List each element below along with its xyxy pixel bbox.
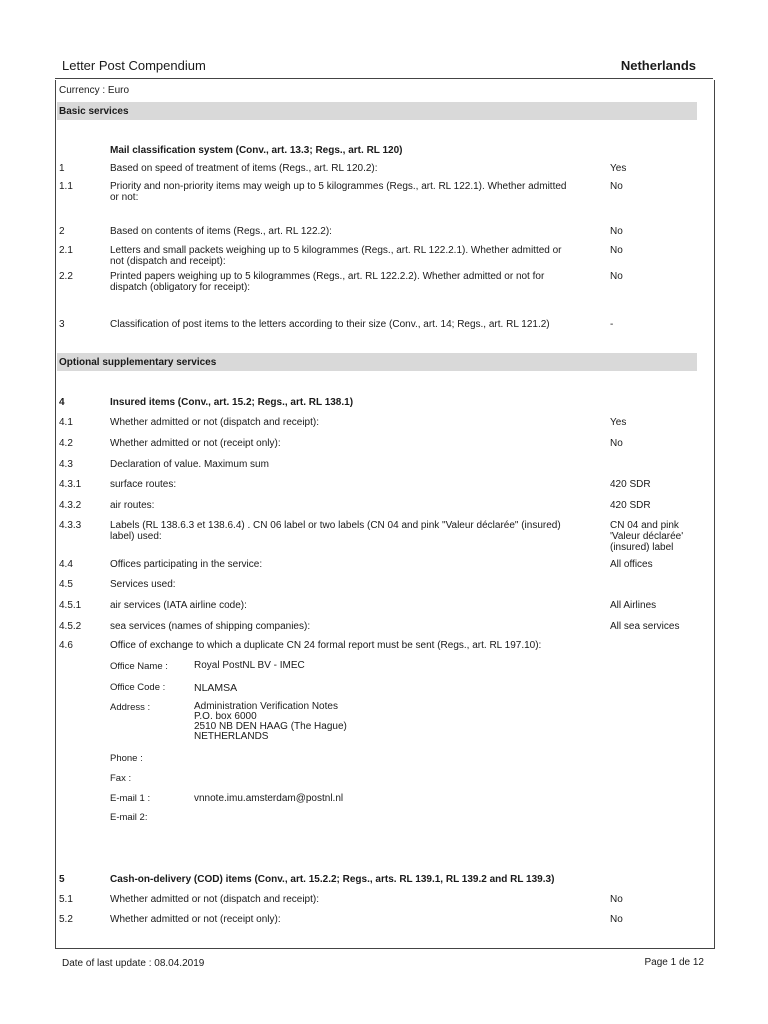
row-text: Letters and small packets weighing up to 5 kilogrammes (Regs., art. RL 122.2.1). Whether admitted or not (dispatch and receipt): (110, 245, 562, 267)
section-optional-services (57, 353, 697, 371)
row-text: Offices participating in the service: (110, 559, 263, 570)
row-text: surface routes: (110, 479, 177, 490)
row-value: Yes (610, 417, 627, 428)
row-text: Printed papers weighing up to 5 kilogrammes (Regs., art. RL 122.2.2). Whether admitted or not for dispatch (obligatory for receipt): (110, 271, 545, 293)
row-number: 4.4 (59, 559, 73, 570)
row-number: 4.6 (59, 640, 73, 651)
row-value: 420 SDR (610, 500, 651, 511)
email2-label: E-mail 2: (110, 812, 148, 823)
row-value: - (610, 319, 614, 330)
row-value: Yes (610, 163, 627, 174)
row-text: Whether admitted or not (receipt only): (110, 914, 281, 925)
row-value: All Airlines (610, 600, 657, 611)
header-rule (55, 78, 713, 79)
row-text: air services (IATA airline code): (110, 600, 247, 611)
section-title: Basic services (59, 106, 129, 117)
row-number: 1.1 (59, 181, 73, 192)
row-value: No (610, 226, 623, 237)
row-number: 4.5 (59, 579, 73, 590)
row-value: All sea services (610, 621, 680, 632)
row-value: CN 04 and pink 'Valeur déclarée' (insured) label (610, 520, 684, 553)
row-text: air routes: (110, 500, 155, 511)
office-code-value: NLAMSA (194, 682, 238, 694)
row-number: 4.3.3 (59, 520, 82, 531)
row-number: 5.2 (59, 914, 73, 925)
row-text: Classification of post items to the letters according to their size (Conv., art. 14; Regs., art. RL 121.2) (110, 319, 550, 330)
row-number: 4.1 (59, 417, 73, 428)
fax-label: Fax : (110, 773, 132, 784)
row-value: No (610, 181, 623, 192)
office-code-label: Office Code : (110, 682, 166, 693)
address-value: Administration Verification Notes P.O. box 6000 2510 NB DEN HAAG (The Hague) NETHERLANDS (194, 701, 347, 742)
phone-label: Phone : (110, 753, 143, 764)
row-number: 4.5.1 (59, 600, 82, 611)
row-value: No (610, 271, 623, 282)
row-number: 4.3 (59, 459, 73, 470)
row-heading-insured-items: Insured items (Conv., art. 15.2; Regs., art. RL 138.1) (110, 397, 354, 408)
row-value: No (610, 894, 623, 905)
row-text: Declaration of value. Maximum sum (110, 459, 269, 470)
currency-label: Currency : Euro (59, 85, 130, 96)
row-number: 4.3.1 (59, 479, 82, 490)
row-value: No (610, 245, 623, 256)
row-value: All offices (610, 559, 653, 570)
row-text: Whether admitted or not (dispatch and receipt): (110, 417, 319, 428)
row-number: 2 (59, 226, 65, 237)
row-value: 420 SDR (610, 479, 651, 490)
row-number: 5 (59, 874, 65, 885)
row-text: Office of exchange to which a duplicate CN 24 formal report must be sent (Regs., art. RL 197.10): (110, 640, 542, 651)
row-number: 5.1 (59, 894, 73, 905)
row-number: 4.2 (59, 438, 73, 449)
row-heading-cod-items: Cash-on-delivery (COD) items (Conv., art. 15.2.2; Regs., arts. RL 139.1, RL 139.2 and RL 139.3) (110, 874, 555, 885)
page-number: Page 1 de 12 (644, 957, 704, 968)
row-value: No (610, 914, 623, 925)
row-text: Priority and non-priority items may weigh up to 5 kilogrammes (Regs., art. RL 122.1). Whether admitted or not: (110, 181, 567, 203)
row-value: No (610, 438, 623, 449)
row-text: Whether admitted or not (receipt only): (110, 438, 281, 449)
row-number: 2.2 (59, 271, 73, 282)
email1-label: E-mail 1 : (110, 793, 151, 804)
row-number: 2.1 (59, 245, 73, 256)
row-heading-mail-classification: Mail classification system (Conv., art. 13.3; Regs., art. RL 120) (110, 145, 403, 156)
row-text: Based on contents of items (Regs., art. RL 122.2): (110, 226, 332, 237)
document-title: Letter Post Compendium (62, 58, 206, 73)
row-number: 4.5.2 (59, 621, 82, 632)
email1-value: vnnote.imu.amsterdam@postnl.nl (194, 793, 344, 804)
row-text: Services used: (110, 579, 176, 590)
office-name-label: Office Name : (110, 661, 168, 672)
row-number: 4 (59, 397, 65, 408)
row-number: 1 (59, 163, 65, 174)
address-label: Address : (110, 702, 151, 713)
section-basic-services (57, 102, 697, 120)
row-text: Labels (RL 138.6.3 et 138.6.4) . CN 06 label or two labels (CN 04 and pink "Valeur déclarée" (insured) label) used: (110, 520, 561, 542)
row-text: sea services (names of shipping companies): (110, 621, 311, 632)
last-update-date: Date of last update : 08.04.2019 (62, 958, 205, 969)
row-number: 3 (59, 319, 65, 330)
country-name: Netherlands (620, 58, 696, 73)
row-number: 4.3.2 (59, 500, 82, 511)
row-text: Whether admitted or not (dispatch and receipt): (110, 894, 319, 905)
office-name-value: Royal PostNL BV - IMEC (194, 660, 305, 671)
content-frame (55, 80, 715, 949)
section-title: Optional supplementary services (59, 357, 217, 368)
row-text: Based on speed of treatment of items (Regs., art. RL 120.2): (110, 163, 378, 174)
